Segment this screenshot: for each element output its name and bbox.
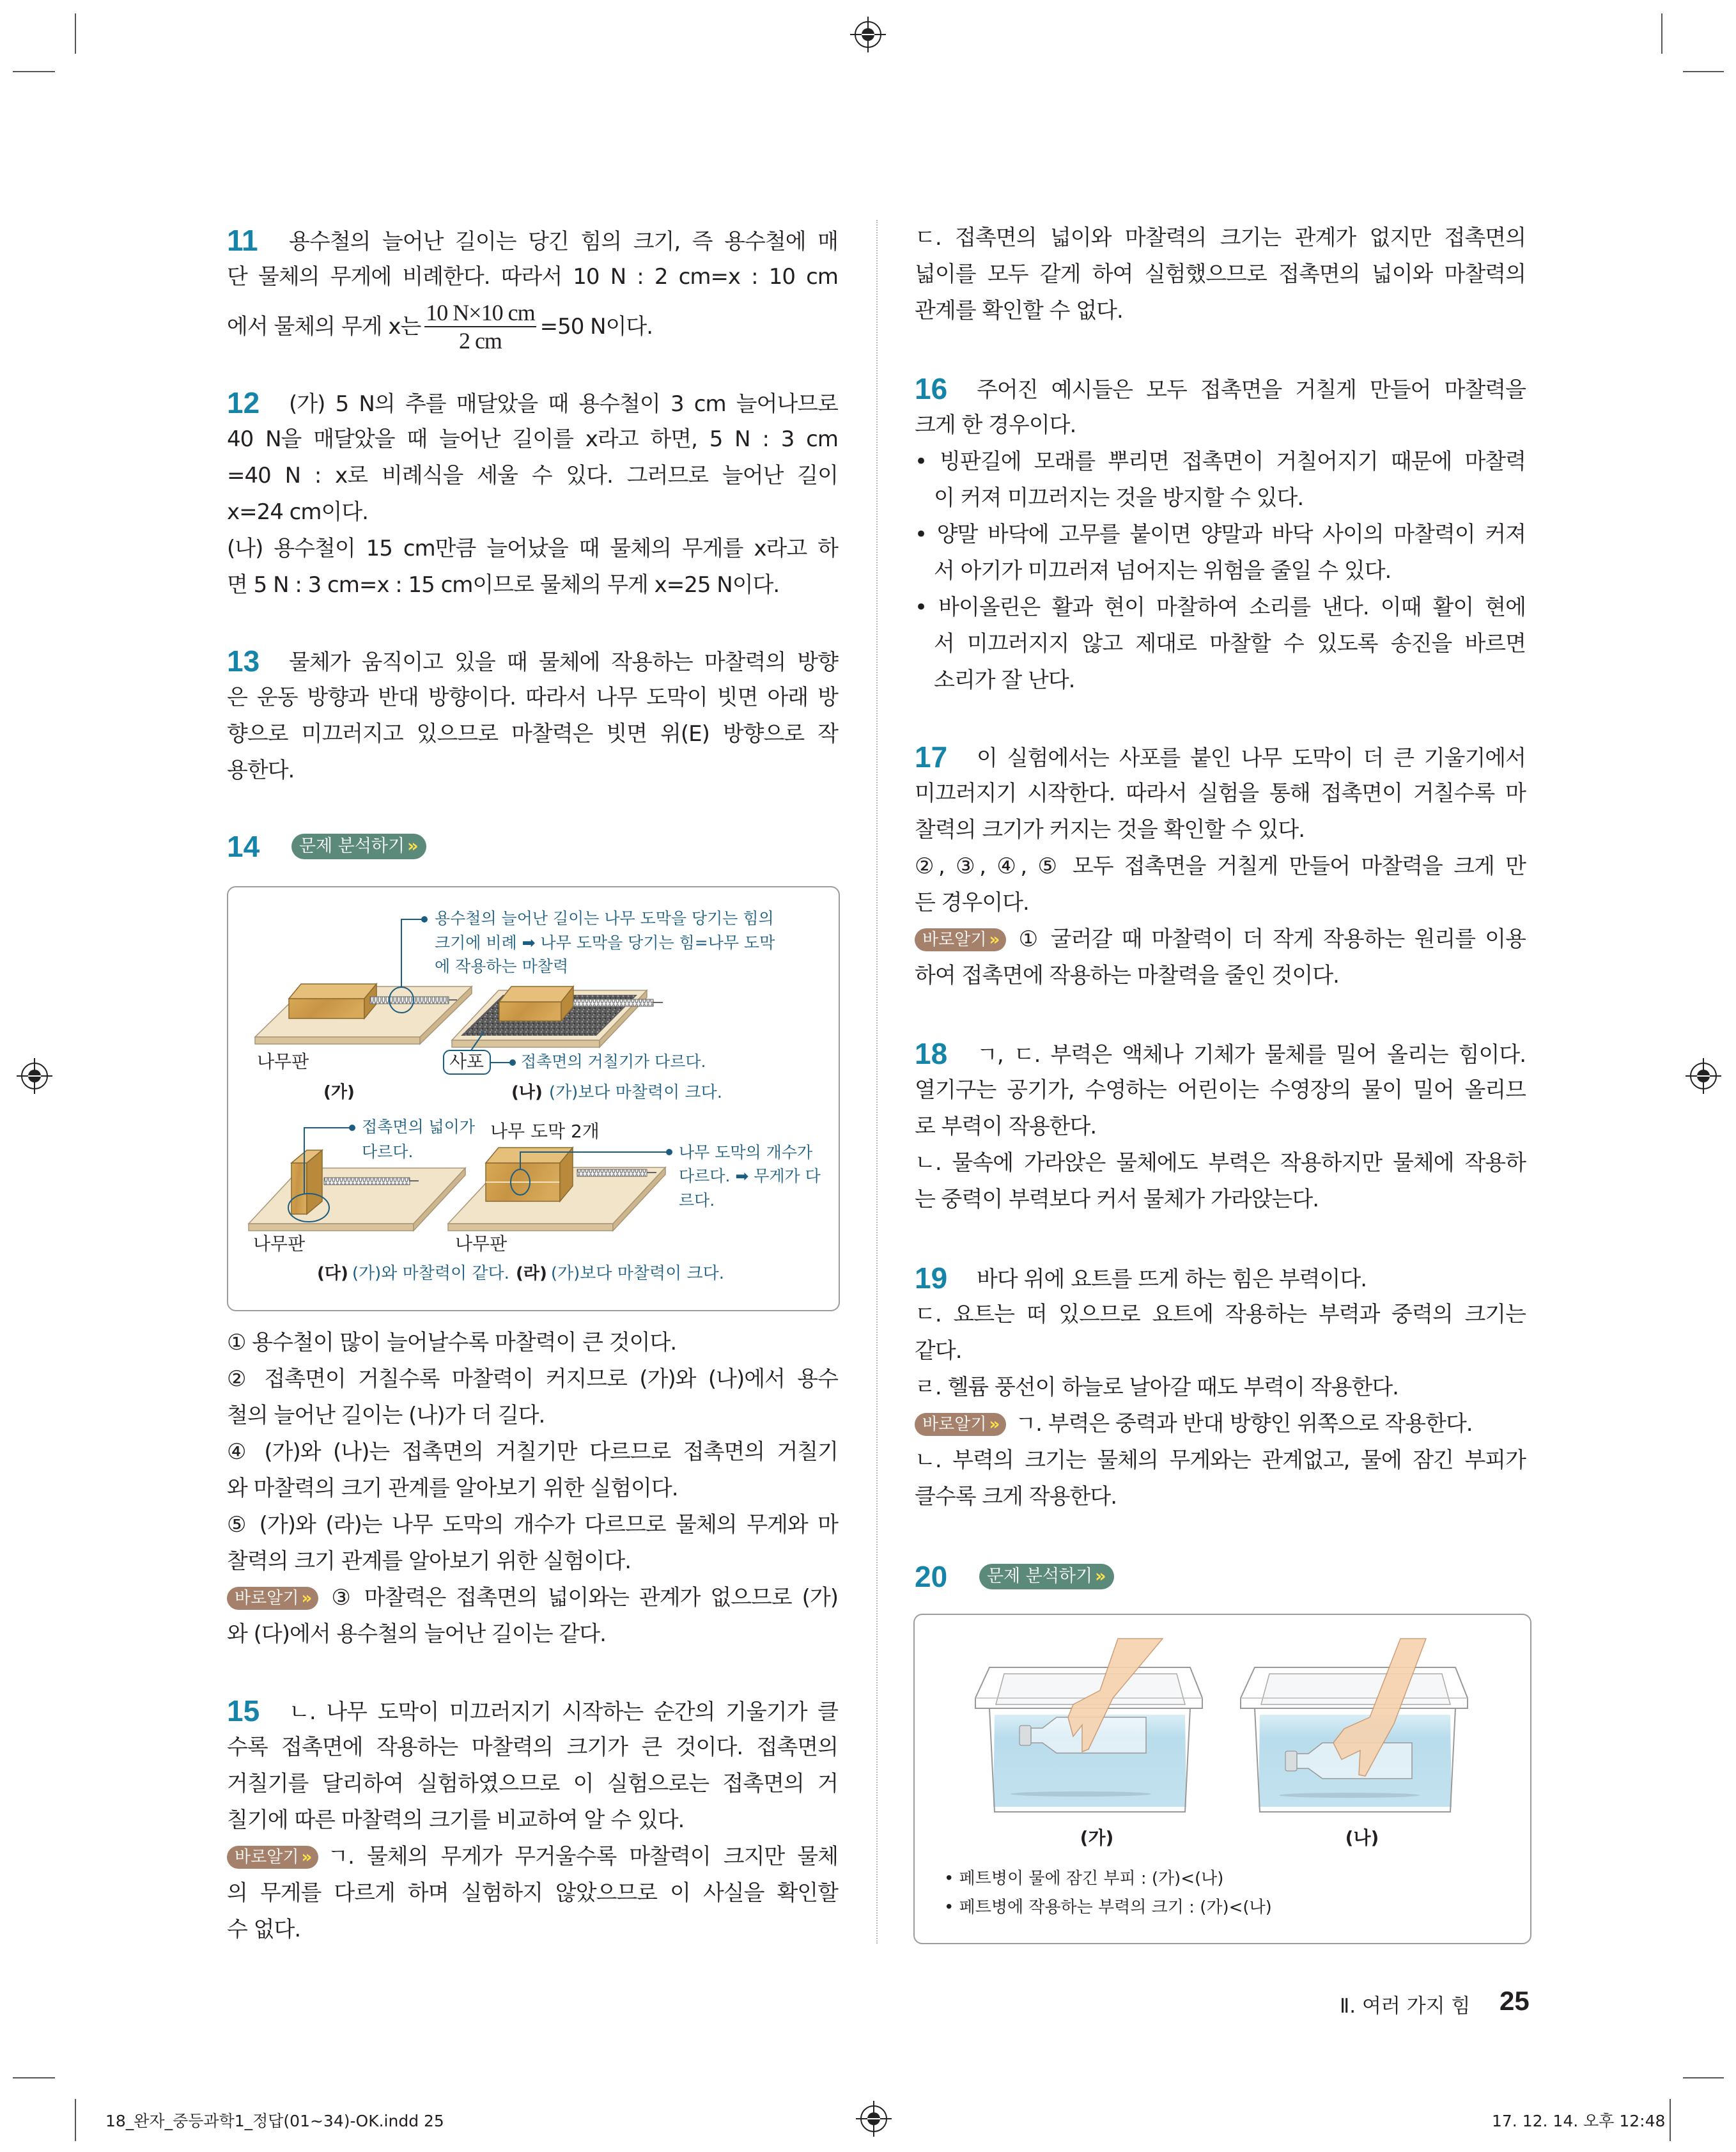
text-line (915, 293, 1526, 329)
buoyancy-figure (913, 1614, 1531, 1944)
text-segment: 로 부력이 작용한다. (915, 1114, 1097, 1139)
text-line (915, 1297, 1526, 1333)
text-segment: 찰력의 크기 관계를 알아보기 위한 실험이다. (227, 1548, 632, 1574)
text-line (915, 1109, 1526, 1145)
chevrons-icon (1095, 1566, 1106, 1586)
answer-15 (227, 1693, 838, 1948)
two-blocks-label: 나무 도막 2개 (490, 1121, 600, 1142)
registration-mark-icon (17, 1058, 52, 1094)
text-line (915, 444, 1526, 480)
text-line (915, 1260, 1526, 1297)
text-segment: 거칠기를 달리하여 실험하였으므로 이 실험으로는 접촉면의 거 (227, 1771, 838, 1797)
text-line (227, 1325, 838, 1361)
text-line (915, 407, 1526, 444)
sandpaper-label: 사포 (449, 1051, 484, 1072)
fraction-denominator: 2 cm (458, 328, 502, 354)
text-line (227, 1507, 838, 1543)
text-segment: 서 미끄러지지 않고 제대로 마찰할 수 있도록 송진을 바르면 (934, 631, 1526, 657)
text-line (227, 1802, 838, 1839)
answer-17 (915, 739, 1526, 994)
label-b: (나) (1345, 1827, 1379, 1848)
correct-understanding-badge (227, 1846, 318, 1869)
badge-label: 문제 분석하기 (299, 836, 405, 856)
answer-15-continued (915, 220, 1526, 329)
slug-date: 17. 12. 14. 오후 12:48 (1492, 2112, 1666, 2130)
text-segment: 하여 접촉면에 작용하는 마찰력을 줄인 것이다. (915, 963, 1339, 988)
text-line (227, 1580, 838, 1616)
registration-mark-icon (1686, 1058, 1721, 1094)
text-segment: ②, ③, ④, ⑤ 모두 접촉면을 거칠게 만들어 마찰력을 크게 만 (915, 854, 1526, 879)
text-segment: ③ 마찰력은 접촉면의 넓이와는 관계가 없으므로 (가) (327, 1585, 838, 1610)
text-line (915, 553, 1526, 589)
text-line (227, 494, 838, 531)
text-segment: ㄷ. 접촉면의 넓이와 마찰력의 크기는 관계가 없지만 접촉면의 (915, 225, 1526, 251)
callout-roughness-text: 접촉면의 거칠기가 다르다. (521, 1052, 706, 1071)
text-line (915, 371, 1526, 407)
text-line (227, 385, 838, 421)
text-line (915, 885, 1526, 921)
fraction (424, 299, 536, 354)
text-line (915, 921, 1526, 958)
text-segment: 같다. (915, 1338, 962, 1364)
summary-bullet: • 페트병에 작용하는 부력의 크기 : (가)<(나) (944, 1898, 1272, 1917)
text-segment: 수 없다. (227, 1917, 301, 1942)
text-line (915, 739, 1526, 776)
text-line (915, 1072, 1526, 1109)
answer-12 (227, 385, 838, 604)
spring-c (324, 1178, 410, 1185)
correct-understanding-badge (227, 1587, 318, 1610)
correct-understanding-badge (915, 928, 1006, 951)
text-segment: (나) 용수철이 15 cm만큼 늘어났을 때 물체의 무게를 x라고 하 (227, 536, 838, 561)
wooden-block-c-upright (291, 1150, 322, 1214)
answer-13 (227, 643, 838, 789)
badge-label: 바로알기 (922, 930, 987, 949)
text-segment: 이 커져 미끄러지는 것을 방지할 수 있다. (934, 485, 1304, 511)
text-segment: 는 중력이 부력보다 커서 물체가 가라앉는다. (915, 1187, 1319, 1212)
text-line (915, 662, 1526, 699)
slug-filename: 18_완자_중등과학1_정답(01~34)-OK.indd 25 (105, 2112, 444, 2130)
question-number: 12 (227, 386, 260, 419)
wooden-block-b (499, 986, 573, 1021)
text-segment: ① 굴러갈 때 마찰력이 더 작게 작용하는 원리를 이용 (1015, 926, 1526, 952)
question-number: 20 (915, 1560, 948, 1593)
text-segment: ④ (가)와 (나)는 접촉면의 거칠기만 다르므로 접촉면의 거칠기 (227, 1439, 838, 1465)
text-line (227, 716, 838, 752)
text-segment: 칠기에 따른 마찰력의 크기를 비교하여 알 수 있다. (227, 1807, 685, 1833)
text-line (915, 1333, 1526, 1369)
text-segment: x=24 cm이다. (227, 499, 368, 525)
callout-spring-text: 크기에 비례 ➡ 나무 도막을 당기는 힘=나무 도막 (435, 933, 775, 952)
text-line (915, 812, 1526, 848)
board-label: 나무판 (455, 1233, 508, 1254)
fraction-numerator: 10 N×10 cm (424, 299, 536, 327)
text-line (227, 1434, 838, 1470)
column-divider (876, 220, 878, 1944)
text-line (915, 626, 1526, 662)
text-line (915, 1036, 1526, 1072)
chevrons-icon (301, 1848, 312, 1867)
text-line (227, 1766, 838, 1802)
text-segment: • 빙판길에 모래를 뿌리면 접촉면이 거칠어지기 때문에 마찰력 (915, 449, 1526, 474)
text-line (915, 1181, 1526, 1218)
text-segment: ㄱ. 부력은 중력과 반대 방향인 위쪽으로 작용한다. (1015, 1411, 1473, 1437)
question-number: 11 (227, 224, 258, 257)
caption-c: (다) (가)와 마찰력이 같다. (317, 1263, 509, 1283)
section-title: Ⅱ. 여러 가지 힘 (1340, 1995, 1471, 2018)
text-segment: 클수록 크게 작용한다. (915, 1484, 1117, 1509)
text-line (915, 220, 1526, 256)
text-line (227, 421, 838, 458)
chevrons-icon (989, 930, 1000, 949)
friction-experiment-figure (227, 886, 840, 1311)
problem-analysis-badge (291, 834, 426, 859)
text-line (227, 567, 838, 604)
text-segment: ㄴ. 나무 도막이 미끄러지기 시작하는 순간의 기울기가 클 (289, 1699, 838, 1725)
text-segment: 와 마찰력의 크기 관계를 알아보기 위한 실험이다. (227, 1476, 678, 1501)
text-segment: ㄹ. 헬륨 풍선이 하늘로 날아갈 때도 부력이 작용한다. (915, 1375, 1399, 1400)
callout-count-text: 나무 도막의 개수가 (679, 1143, 813, 1162)
text-line (227, 458, 838, 494)
text-segment: ⑤ (가)와 (라)는 나무 도막의 개수가 다르므로 물체의 무게와 마 (227, 1512, 838, 1538)
callout-count-text: 다르다. ➡ 무게가 다 (679, 1167, 821, 1185)
text-line (227, 531, 838, 567)
text-segment: 든 경우이다. (915, 890, 1029, 916)
text-segment: ㄷ. 요트는 떠 있으므로 요트에 작용하는 부력과 중력의 크기는 (915, 1302, 1526, 1327)
question-number: 19 (915, 1261, 948, 1295)
text-segment: • 양말 바닥에 고무를 붙이면 양말과 바닥 사이의 마찰력이 커져 (915, 522, 1526, 547)
text-line (227, 259, 838, 295)
text-segment: 소리가 잘 난다. (934, 667, 1075, 693)
text-line (227, 1543, 838, 1580)
registration-mark-icon (856, 2101, 892, 2137)
text-line (227, 643, 838, 680)
text-segment: 관계를 확인할 수 없다. (915, 298, 1123, 324)
text-segment: • 바이올린은 활과 현이 마찰하여 소리를 낸다. 이때 활이 현에 (915, 595, 1526, 620)
badge-label: 문제 분석하기 (987, 1566, 1093, 1586)
text-line (915, 1479, 1526, 1515)
answer-14-explanation (227, 1325, 838, 1653)
spring-d (577, 1169, 647, 1176)
text-line (915, 589, 1526, 626)
text-segment: 철의 늘어난 길이는 (나)가 더 길다. (227, 1403, 545, 1428)
text-line (227, 1875, 838, 1912)
problem-analysis-badge (979, 1564, 1114, 1589)
text-line (227, 680, 838, 716)
text-line (227, 1729, 838, 1766)
text-line (915, 517, 1526, 553)
answer-16 (915, 371, 1526, 699)
badge-label: 바로알기 (235, 1589, 299, 1608)
text-line (915, 958, 1526, 994)
text-segment: 열기구는 공기가, 수영하는 어린이는 수영장의 물이 밀어 올리므 (915, 1077, 1526, 1103)
callout-area-text: 다르다. (362, 1142, 414, 1161)
answer-20-header (915, 1560, 1114, 1593)
text-segment: 면 5 N : 3 cm=x : 15 cm이므로 물체의 무게 x=25 N이다. (227, 572, 780, 598)
callout-count-text: 르다. (679, 1191, 715, 1210)
chevrons-icon (989, 1415, 1000, 1434)
text-line (227, 1839, 838, 1875)
text-segment: 향으로 미끄러지고 있으므로 마찰력은 빗면 위(E) 방향으로 작 (227, 721, 838, 747)
question-number: 15 (227, 1694, 260, 1727)
text-segment: 이 실험에서는 사포를 붙인 나무 도막이 더 큰 기울기에서 (977, 745, 1526, 771)
board-label: 나무판 (253, 1233, 306, 1254)
chevrons-icon (301, 1589, 312, 1608)
text-line (915, 776, 1526, 812)
text-line (915, 848, 1526, 885)
board-label: 나무판 (257, 1051, 309, 1072)
text-segment: 와 (다)에서 용수철의 늘어난 길이는 같다. (227, 1621, 606, 1647)
text-segment: =40 N : x로 비례식을 세울 수 있다. 그러므로 늘어난 길이 (227, 463, 838, 488)
caption-b: (나) (가)보다 마찰력이 크다. (511, 1082, 723, 1102)
text-line (915, 1145, 1526, 1181)
text-segment: ㄴ. 물속에 가라앉은 물체에도 부력은 작용하지만 물체에 작용하 (915, 1150, 1526, 1176)
text-segment: 주어진 예시들은 모두 접촉면을 거칠게 만들어 마찰력을 (977, 377, 1526, 403)
text-line (227, 1912, 838, 1948)
wooden-block-a (289, 984, 376, 1018)
text-segment: (가) 5 N의 추를 매달았을 때 용수철이 3 cm 늘어나므로 (289, 391, 838, 417)
question-number: 17 (915, 740, 948, 774)
text-line (915, 256, 1526, 293)
text-line (915, 480, 1526, 517)
text-line (227, 295, 838, 358)
label-a: (가) (323, 1082, 355, 1102)
callout-spring-text: 에 작용하는 마찰력 (435, 957, 569, 976)
question-number: 14 (227, 830, 260, 863)
text-segment: 에서 물체의 무게 x는 (227, 313, 421, 339)
badge-label: 바로알기 (235, 1848, 299, 1867)
page-number: 25 (1500, 1986, 1530, 2016)
text-line (915, 1369, 1526, 1406)
badge-label: 바로알기 (922, 1415, 987, 1434)
text-line (227, 752, 838, 789)
chevrons-icon (407, 836, 418, 856)
answer-18 (915, 1036, 1526, 1218)
text-segment: 수록 접촉면에 작용하는 마찰력의 크기가 큰 것이다. 접촉면의 (227, 1735, 838, 1760)
text-segment: 용한다. (227, 758, 295, 783)
wooden-blocks-d-stacked (486, 1148, 573, 1201)
text-line (227, 1470, 838, 1507)
label-a: (가) (1080, 1827, 1114, 1848)
question-number: 13 (227, 644, 260, 678)
callout-spring-text: 용수철의 늘어난 길이는 나무 도막을 당기는 힘의 (435, 909, 774, 928)
text-line (227, 1693, 838, 1729)
answer-19 (915, 1260, 1526, 1515)
text-segment: ② 접촉면이 거칠수록 마찰력이 커지므로 (가)와 (나)에서 용수 (227, 1366, 838, 1392)
text-segment: 미끄러지기 시작한다. 따라서 실험을 통해 접촉면이 거칠수록 마 (915, 781, 1526, 806)
text-segment: ㄱ. 물체의 무게가 무거울수록 마찰력이 크지만 물체 (327, 1844, 838, 1869)
text-segment: 찰력의 크기가 커지는 것을 확인할 수 있다. (915, 817, 1305, 843)
summary-bullet: • 페트병이 물에 잠긴 부피 : (가)<(나) (944, 1869, 1224, 1889)
registration-mark-icon (850, 17, 886, 52)
question-number: 18 (915, 1037, 948, 1070)
text-segment: ㄴ. 부력의 크기는 물체의 무게와는 관계없고, 물에 잠긴 부피가 (915, 1447, 1526, 1473)
text-segment: =50 N이다. (539, 313, 653, 339)
spring-b (573, 999, 653, 1006)
text-segment: 단 물체의 무게에 비례한다. 따라서 10 N : 2 cm=x : 10 cm (227, 264, 838, 290)
text-segment: 은 운동 방향과 반대 방향이다. 따라서 나무 도막이 빗면 아래 방 (227, 685, 838, 710)
text-segment: 물체가 움직이고 있을 때 물체에 작용하는 마찰력의 방향 (289, 650, 838, 675)
question-number: 16 (915, 372, 948, 405)
text-segment: 넓이를 모두 같게 하여 실험했으므로 접촉면의 넓이와 마찰력의 (915, 261, 1526, 287)
text-segment: 40 N을 매달았을 때 늘어난 길이를 x라고 하면, 5 N : 3 cm (227, 426, 838, 452)
answer-14-header (227, 830, 426, 863)
text-segment: ① 용수철이 많이 늘어날수록 마찰력이 큰 것이다. (227, 1330, 677, 1355)
text-line (227, 222, 838, 259)
spring-a (370, 997, 449, 1004)
text-segment: 크게 한 경우이다. (915, 412, 1076, 438)
answer-11 (227, 222, 838, 358)
text-segment: 의 무게를 다르게 하며 실험하지 않았으므로 이 사실을 확인할 (227, 1880, 838, 1906)
correct-understanding-badge (915, 1413, 1006, 1436)
text-line (915, 1406, 1526, 1442)
text-line (915, 1442, 1526, 1479)
text-segment: 서 아기가 미끄러져 넘어지는 위험을 줄일 수 있다. (934, 558, 1391, 584)
text-line (227, 1361, 838, 1398)
text-line (227, 1616, 838, 1653)
text-segment: 바다 위에 요트를 뜨게 하는 힘은 부력이다. (977, 1267, 1367, 1292)
text-segment: 용수철의 늘어난 길이는 당긴 힘의 크기, 즉 용수철에 매 (289, 229, 838, 254)
caption-d: (라) (가)보다 마찰력이 크다. (516, 1263, 725, 1283)
callout-area-text: 접촉면의 넓이가 (362, 1118, 475, 1136)
text-segment: ㄱ, ㄷ. 부력은 액체나 기체가 물체를 밀어 올리는 힘이다. (977, 1042, 1526, 1068)
text-line (227, 1398, 838, 1434)
